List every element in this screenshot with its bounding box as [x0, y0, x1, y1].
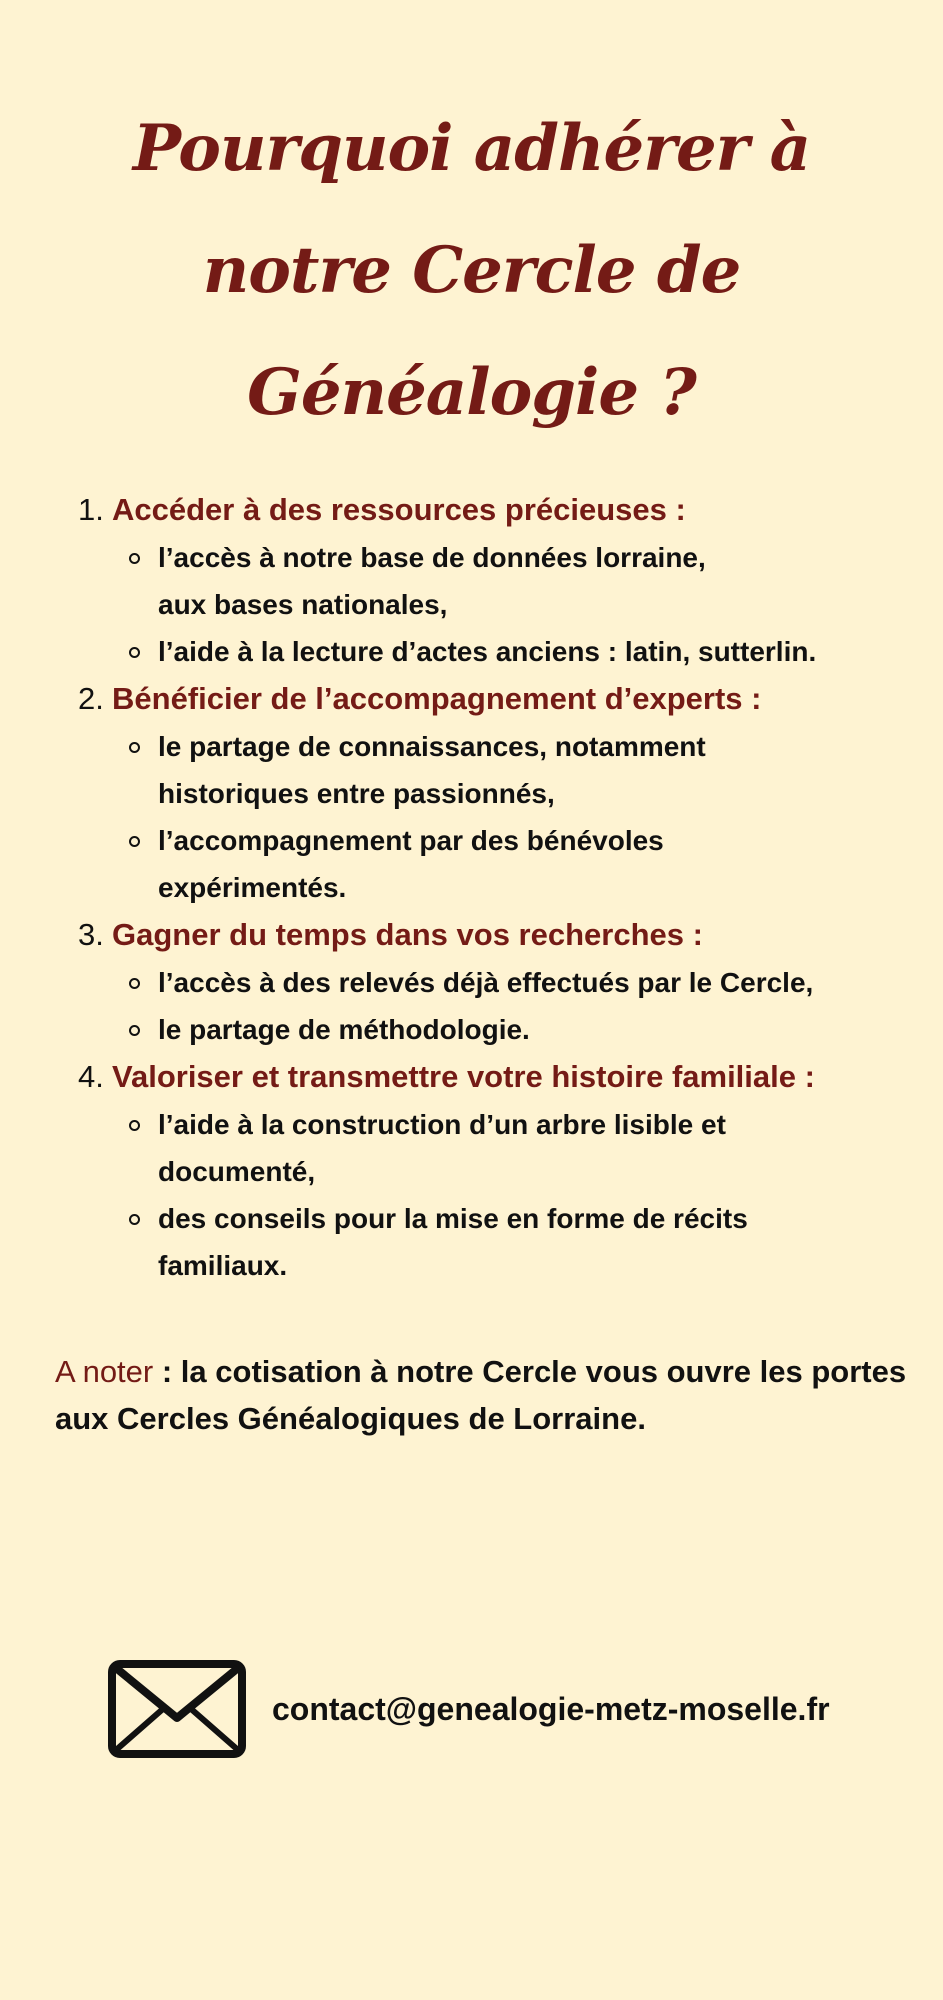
section-heading [78, 486, 918, 534]
bullet-circle-icon [129, 1025, 140, 1036]
contact-email-link[interactable]: contact@genealogie-metz-moselle.fr [272, 1690, 830, 1727]
bullet-text: le partage de connaissances, notamment historiques entre passionnés, [158, 731, 706, 809]
bullet-circle-icon [129, 1120, 140, 1131]
bullet-circle-icon [129, 553, 140, 564]
bullet-text: l’aide à la lecture d’actes anciens : latin, sutterlin. [158, 636, 817, 667]
section-heading [78, 1053, 918, 1101]
bullet-circle-icon [129, 978, 140, 989]
section-title: Gagner du temps dans vos recherches : [112, 917, 703, 952]
bullet-text: l’accès à notre base de données lorraine, aux bases nationales, [158, 542, 706, 620]
section-bullets [78, 723, 918, 911]
bullet-text: l’accès à des relevés déjà effectués par le Cercle, [158, 967, 814, 998]
section-title: Bénéficier de l’accompagnement d’experts : [112, 681, 762, 716]
section-title: Valoriser et transmettre votre histoire familiale : [112, 1059, 815, 1094]
membership-note [55, 1348, 915, 1442]
section-bullets [78, 1101, 918, 1289]
bullet-circle-icon [129, 647, 140, 658]
section-bullets [78, 534, 918, 675]
bullet-text: l’aide à la construction d’un arbre lisible et documenté, [158, 1109, 726, 1187]
bullet-text: l’accompagnement par des bénévoles expérimentés. [158, 825, 664, 903]
bullet-item [78, 723, 918, 817]
section-heading [78, 675, 918, 723]
bullet-circle-icon [129, 836, 140, 847]
benefits-list [78, 486, 918, 1289]
bullet-item [78, 959, 918, 1006]
section-title: Accéder à des ressources précieuses : [112, 492, 686, 527]
bullet-text: des conseils pour la mise en forme de récits familiaux. [158, 1203, 748, 1281]
benefit-section-4 [78, 1053, 918, 1289]
section-number: 1. [78, 492, 104, 527]
bullet-item [78, 1101, 918, 1195]
bullet-circle-icon [129, 742, 140, 753]
envelope-icon [108, 1660, 246, 1758]
section-bullets [78, 959, 918, 1053]
bullet-item [78, 628, 918, 675]
note-text: : la cotisation à notre Cercle vous ouvre les portes aux Cercles Généalogiques de Lorraine. [55, 1354, 907, 1436]
bullet-circle-icon [129, 1214, 140, 1225]
benefit-section-3 [78, 911, 918, 1053]
note-label: A noter [55, 1354, 154, 1389]
section-heading [78, 911, 918, 959]
section-number: 3. [78, 917, 104, 952]
bullet-item [78, 1195, 918, 1289]
benefit-section-1 [78, 486, 918, 675]
bullet-text: le partage de méthodologie. [158, 1014, 530, 1045]
benefit-section-2 [78, 675, 918, 911]
bullet-item [78, 534, 918, 628]
section-number: 4. [78, 1059, 104, 1094]
section-number: 2. [78, 681, 104, 716]
bullet-item [78, 1006, 918, 1053]
contact-block [108, 1660, 830, 1758]
page-title: Pourquoi adhérer à notre Cercle de Généalogie ? [132, 111, 811, 430]
bullet-item [78, 817, 918, 911]
